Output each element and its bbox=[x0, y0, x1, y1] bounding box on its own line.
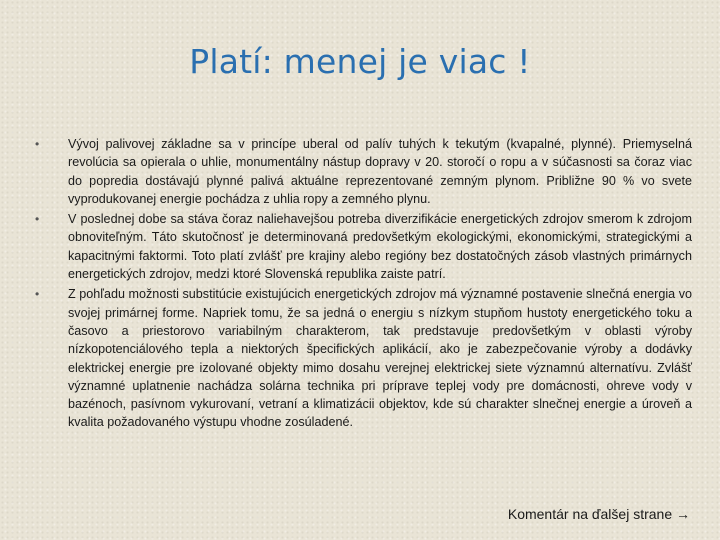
bullet-marker: • bbox=[35, 212, 40, 227]
bullet-marker: • bbox=[35, 287, 40, 302]
bullet-item bbox=[28, 285, 692, 431]
bullet-text: Vývoj palivovej základne sa v princípe uberal od palív tuhých k tekutým (kvapalné, plynné). Priemyselná revolúcia sa opierala o uhlie, monumentálny nástup dopravy v 20. storočí o ropu a v súčasnosti sa čoraz viac do popredia dostávajú plynné palivá aktuálne reprezentované zemným plynom. Približne 90 % vo svete vyprodukovanej energie pochádza z uhlia ropy a zemného plynu. bbox=[68, 137, 692, 206]
bullet-text: Z pohľadu možnosti substitúcie existujúcich energetických zdrojov má významné postavenie slnečná energia vo svojej primárnej forme. Napriek tomu, že sa jedná o energiu s nízkym stupňom hustoty energetického toku a časovo a priestorovo variabilným charakterom, tak predstavuje predovšetkým v oblasti výroby nízkopotenciálového tepla a niektorých špecifických aplikácií, ako je zabezpečovanie výroby a dodávky elektrickej energie pre izolované objekty mimo dosahu verejnej elektrickej siete významnú alternatívu. Zvlášť významné uplatnenie nachádza solárna technika pri príprave teplej vody pre domácnosti, ohreve vody v bazénoch, pasívnom vykurovaní, vetraní a klimatizácii objektov, kde sú charakter slnečnej energie a úroveň a kvalita požadovaného výstupu vhodne zosúladené. bbox=[68, 287, 692, 430]
slide-title: Platí: menej je viac ! bbox=[189, 42, 531, 81]
bullet-list bbox=[28, 135, 692, 434]
bullet-item bbox=[28, 135, 692, 208]
next-page-comment-link[interactable]: Komentár na ďalšej strane → bbox=[507, 506, 690, 522]
bullet-marker: • bbox=[35, 137, 40, 151]
bullet-item bbox=[28, 210, 692, 283]
bullet-text: V poslednej dobe sa stáva čoraz naliehavejšou potreba diverzifikácie energetických zdrojov smerom k zdrojom obnoviteľným. Táto skutočnosť je determinovaná predovšetkým ekologickými, ekonomickými, strategickými a kapacitnými faktormi. Toto platí zvlášť pre krajiny alebo regióny bez dostatočných zásob vlastných primárnych energetických zdrojov, medzi ktoré Slovenská republika zaiste patrí. bbox=[68, 212, 692, 282]
